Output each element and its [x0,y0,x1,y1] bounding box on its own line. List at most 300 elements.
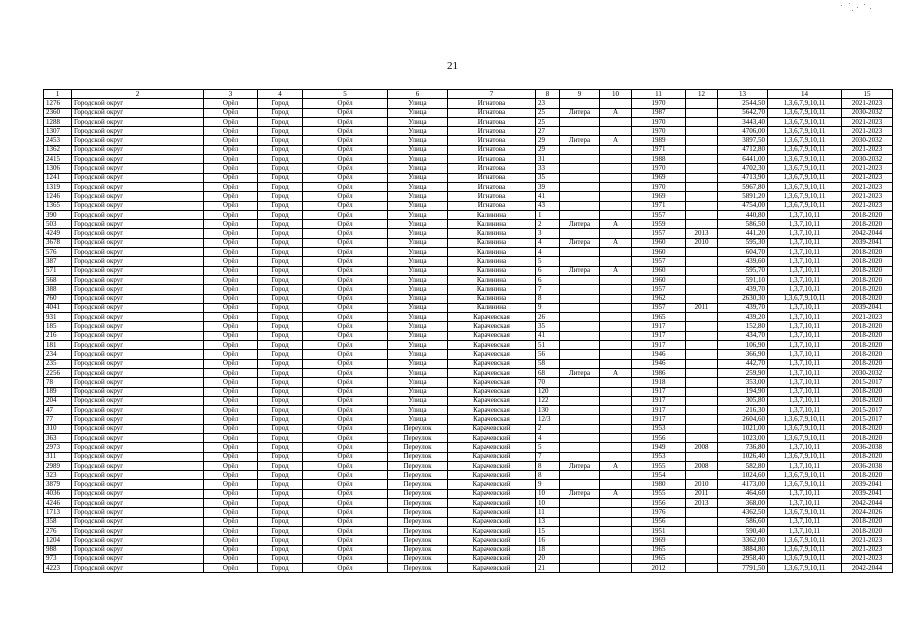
table-cell: 1021,00 [718,424,768,433]
table-cell: Город [258,368,303,377]
table-cell: Орёл [204,517,258,526]
table-cell: 368,00 [718,499,768,508]
table-cell: Городской округ [72,275,204,284]
table-cell: 1307 [44,127,72,136]
table-cell: 1,3,7,10,11 [768,341,842,350]
table-cell: 442,70 [718,359,768,368]
table-cell: 31 [536,155,560,164]
table-cell: Улица [388,117,448,126]
table-cell: 1,3,6,7,9,10,11 [768,545,842,554]
table-cell: Орёл [204,424,258,433]
table-cell: А [600,461,632,470]
table-cell: 8 [536,294,560,303]
table-cell: 4036 [44,489,72,498]
table-cell: 1957 [632,285,686,294]
table-cell: Городской округ [72,127,204,136]
table-cell: Калинина [448,266,536,275]
table-cell: Карачевский [448,443,536,452]
table-row [44,99,893,108]
table-cell [686,554,718,563]
table-cell: Переулок [388,433,448,442]
table-cell: Орёл [204,201,258,210]
table-cell: 259,90 [718,368,768,377]
table-cell: 1969 [632,192,686,201]
table-row [44,499,893,508]
table-cell: Улица [388,99,448,108]
column-number-8: 8 [536,90,560,99]
table-cell: Орёл [303,554,388,563]
table-cell: Городской округ [72,294,204,303]
table-cell: Орёл [303,322,388,331]
table-cell: Орёл [303,452,388,461]
table-cell: 2036-2038 [842,461,893,470]
table-cell [686,350,718,359]
table-row [44,396,893,405]
table-cell [686,210,718,219]
table-cell: Карачевская [448,378,536,387]
table-cell: Переулок [388,424,448,433]
table-cell: 1,3,7,10,11 [768,266,842,275]
table-cell [686,424,718,433]
table-cell: 1970 [632,99,686,108]
table-cell: Игнатова [448,99,536,108]
table-cell [686,415,718,424]
table-cell [600,257,632,266]
table-cell [560,480,600,489]
table-cell: Игнатова [448,136,536,145]
table-cell: Калинина [448,210,536,219]
table-cell: 4223 [44,564,72,573]
table-cell: 204 [44,396,72,405]
table-cell: Городской округ [72,220,204,229]
table-cell: Карачевский [448,499,536,508]
table-cell: Карачевский [448,536,536,545]
column-number-9: 9 [560,90,600,99]
page-number: 21 [447,60,458,72]
table-cell [600,480,632,489]
table-cell: Городской округ [72,415,204,424]
table-cell: Город [258,554,303,563]
table-cell: 2039-2041 [842,238,893,247]
table-row [44,155,893,164]
table-cell: Улица [388,182,448,191]
table-cell [686,173,718,182]
table-cell [686,182,718,191]
table-cell: 2021-2023 [842,536,893,545]
table-cell: 1,3,7,10,11 [768,285,842,294]
table-cell: Город [258,136,303,145]
table-cell: Орёл [204,554,258,563]
table-cell: Орёл [303,461,388,470]
table-cell: 1953 [632,424,686,433]
table-cell: 464,60 [718,489,768,498]
table-cell: 568 [44,275,72,284]
table-cell: 2018-2020 [842,396,893,405]
table-cell: Городской округ [72,508,204,517]
table-cell: 181 [44,341,72,350]
table-cell: 1971 [632,201,686,210]
table-cell [560,406,600,415]
table-cell: 586,50 [718,220,768,229]
table-cell: 2008 [686,461,718,470]
table-cell: Улица [388,248,448,257]
table-cell [686,508,718,517]
table-cell: Игнатова [448,182,536,191]
table-cell: 2030-2032 [842,136,893,145]
table-cell: 234 [44,350,72,359]
table-cell: Орёл [204,508,258,517]
table-cell: 595,30 [718,238,768,247]
table-cell: Город [258,480,303,489]
table-cell: 4041 [44,303,72,312]
table-cell: 2018-2020 [842,359,893,368]
table-cell: 440,80 [718,210,768,219]
table-cell: Калинина [448,220,536,229]
table-cell [686,117,718,126]
table-cell: Улица [388,210,448,219]
table-cell: 1,3,7,10,11 [768,350,842,359]
table-cell: Орёл [303,499,388,508]
table-cell [600,275,632,284]
table-cell: Переулок [388,517,448,526]
table-cell [600,443,632,452]
table-cell: 363 [44,433,72,442]
table-cell: Город [258,220,303,229]
table-cell: 2018-2020 [842,341,893,350]
table-cell [600,536,632,545]
table-cell: 1,3,7,10,11 [768,248,842,257]
table-cell: Город [258,461,303,470]
table-cell: 2024-2026 [842,508,893,517]
table-cell: 4249 [44,229,72,238]
table-cell: Игнатова [448,145,536,154]
table-cell: 1965 [632,545,686,554]
column-number-15: 15 [842,90,893,99]
table-cell [560,443,600,452]
table-cell: 2018-2020 [842,322,893,331]
table-cell [600,322,632,331]
table-cell: Орёл [204,275,258,284]
table-cell [560,331,600,340]
table-cell: Орёл [303,387,388,396]
table-cell [686,192,718,201]
table-cell: 1023,00 [718,433,768,442]
table-cell: 591,10 [718,275,768,284]
column-number-12: 12 [686,90,718,99]
table-cell: Город [258,155,303,164]
table-cell [686,266,718,275]
table-row [44,387,893,396]
table-cell: Городской округ [72,387,204,396]
table-cell: 1204 [44,536,72,545]
table-cell: Калинина [448,294,536,303]
table-cell: 2010 [686,238,718,247]
table-cell: 106,90 [718,341,768,350]
table-cell [600,117,632,126]
column-number-6: 6 [388,90,448,99]
table-cell: Литера [560,461,600,470]
table-cell: 3 [536,229,560,238]
table-cell: Городской округ [72,117,204,126]
table-cell: Город [258,182,303,191]
table-cell: Орёл [204,220,258,229]
table-cell: Улица [388,303,448,312]
table-cell: 2 [536,424,560,433]
table-cell: 1,3,6,7,9,10,11 [768,433,842,442]
table-cell: Орёл [204,396,258,405]
table-cell [560,322,600,331]
table-cell: 1960 [632,248,686,257]
table-cell: 1959 [632,220,686,229]
table-cell [560,285,600,294]
table-cell: Орёл [303,192,388,201]
table-cell: 4702,30 [718,164,768,173]
table-cell: 5891,20 [718,192,768,201]
table-cell [560,201,600,210]
table-cell: Орёл [303,350,388,359]
table-row [44,173,893,182]
table-cell: Орёл [204,173,258,182]
table-cell: Город [258,313,303,322]
table-cell: Орёл [303,424,388,433]
table-cell: 595,70 [718,266,768,275]
table-cell: 1917 [632,322,686,331]
scan-artifact [837,2,877,14]
column-number-10: 10 [600,90,632,99]
table-cell: 2 [536,220,560,229]
table-cell: 2021-2023 [842,117,893,126]
table-cell: 6 [536,275,560,284]
table-cell: 1917 [632,396,686,405]
table-cell: 4712,80 [718,145,768,154]
table-cell: 5642,70 [718,108,768,117]
table-row [44,266,893,275]
table-cell: 7791,50 [718,564,768,573]
table-cell: 434,70 [718,331,768,340]
table-cell: 1,3,7,10,11 [768,359,842,368]
table-cell: 1,3,6,7,9,10,11 [768,452,842,461]
table-cell: 1918 [632,378,686,387]
table-cell: 2042-2044 [842,564,893,573]
table-cell: Городской округ [72,545,204,554]
table-cell: Орёл [303,517,388,526]
table-cell: Город [258,526,303,535]
table-cell: Орёл [303,396,388,405]
table-cell: 2604,60 [718,415,768,424]
table-cell: Орёл [204,341,258,350]
table-cell: 2018-2020 [842,266,893,275]
table-row [44,201,893,210]
table-cell: Улица [388,313,448,322]
table-cell: 2021-2023 [842,545,893,554]
table-cell [600,378,632,387]
table-cell: Орёл [204,406,258,415]
table-cell: 2630,30 [718,294,768,303]
table-cell: 3362,00 [718,536,768,545]
table-cell: 439,20 [718,313,768,322]
table-cell: 1362 [44,145,72,154]
table-cell: Город [258,192,303,201]
table-cell: Карачевская [448,415,536,424]
table-cell: 1,3,7,10,11 [768,396,842,405]
table-row [44,220,893,229]
table-cell: Улица [388,238,448,247]
table-cell [600,406,632,415]
table-row [44,471,893,480]
table-cell: Городской округ [72,257,204,266]
table-cell: 1917 [632,387,686,396]
table-row [44,145,893,154]
table-cell: 6441,00 [718,155,768,164]
table-cell: Игнатова [448,173,536,182]
table-cell [686,313,718,322]
table-cell: 1956 [632,499,686,508]
table-cell [686,406,718,415]
table-cell: Орёл [303,433,388,442]
table-row [44,517,893,526]
table-cell [686,517,718,526]
table-cell: Городской округ [72,350,204,359]
table-cell: 2018-2020 [842,517,893,526]
table-cell: 1917 [632,341,686,350]
table-cell: 29 [536,145,560,154]
table-cell [600,350,632,359]
table-cell: Городской округ [72,406,204,415]
table-cell: 1,3,7,10,11 [768,229,842,238]
table-cell [560,210,600,219]
table-cell: 1,3,6,7,9,10,11 [768,108,842,117]
table-cell: 2544,50 [718,99,768,108]
table-cell [560,192,600,201]
table-cell: Переулок [388,443,448,452]
table-cell: 571 [44,266,72,275]
table-cell: Орёл [204,480,258,489]
table-cell: Орёл [303,415,388,424]
table-cell [560,257,600,266]
table-cell: Улица [388,406,448,415]
table-cell: 1917 [632,415,686,424]
table-cell: 1,3,7,10,11 [768,275,842,284]
table-cell: 1713 [44,508,72,517]
table-cell: Орёл [303,508,388,517]
table-cell: 1 [536,210,560,219]
table-cell: Городской округ [72,285,204,294]
table-cell: 26 [536,313,560,322]
table-cell: Карачевский [448,508,536,517]
table-cell [600,248,632,257]
table-cell: Город [258,517,303,526]
table-cell: 152,80 [718,322,768,331]
table-cell [560,517,600,526]
table-cell [600,201,632,210]
table-cell [560,127,600,136]
table-cell: Орёл [204,489,258,498]
table-cell: Город [258,564,303,573]
table-cell: Литера [560,136,600,145]
table-cell: Орёл [303,331,388,340]
table-cell: 1,3,6,7,9,10,11 [768,424,842,433]
table-cell: 4706,00 [718,127,768,136]
table-cell [560,536,600,545]
table-row [44,275,893,284]
table-cell: Калинина [448,257,536,266]
table-cell: 2011 [686,489,718,498]
table-cell: Городской округ [72,341,204,350]
table-cell: Игнатова [448,164,536,173]
table-cell [560,378,600,387]
table-cell: Улица [388,201,448,210]
table-cell: 16 [536,536,560,545]
table-cell: 29 [536,136,560,145]
table-cell: 439,70 [718,285,768,294]
table-cell: 1956 [632,433,686,442]
table-cell: Городской округ [72,461,204,470]
table-cell: 2021-2023 [842,313,893,322]
table-cell: Орёл [204,117,258,126]
table-cell: 1989 [632,136,686,145]
table-cell: Карачевский [448,554,536,563]
table-cell: Орёл [303,145,388,154]
table-cell: 18 [536,545,560,554]
table-cell [560,275,600,284]
table-cell: 1,3,6,7,9,10,11 [768,415,842,424]
table-cell: 2018-2020 [842,210,893,219]
table-cell: 1957 [632,210,686,219]
table-cell: 2453 [44,136,72,145]
table-cell: Улица [388,285,448,294]
table-cell: 1957 [632,257,686,266]
table-cell [686,201,718,210]
table-cell: Карачевская [448,331,536,340]
table-cell: 12/3 [536,415,560,424]
table-cell [560,182,600,191]
table-cell: Улица [388,378,448,387]
table-cell [560,248,600,257]
table-cell: Орёл [204,564,258,573]
table-cell: 439,60 [718,257,768,266]
table-cell: Улица [388,415,448,424]
table-cell: Карачевская [448,387,536,396]
table-cell: 1,3,6,7,9,10,11 [768,192,842,201]
table-cell: Город [258,303,303,312]
table-cell: 439,70 [718,303,768,312]
table-cell: Орёл [303,526,388,535]
table-cell: Город [258,415,303,424]
table-cell: 2011 [686,303,718,312]
table-cell: Город [258,471,303,480]
table-cell: Городской округ [72,554,204,563]
table-cell: Орёл [204,331,258,340]
table-cell: Орёл [204,257,258,266]
table-cell: 358 [44,517,72,526]
table-cell: 1960 [632,275,686,284]
table-cell [600,99,632,108]
table-cell: Улица [388,350,448,359]
table-cell: Орёл [204,461,258,470]
table-cell: Город [258,350,303,359]
table-cell: Игнатова [448,117,536,126]
table-cell: Литера [560,108,600,117]
table-cell: Город [258,99,303,108]
table-cell: 1,3,7,10,11 [768,387,842,396]
table-cell: 2010 [686,480,718,489]
table-row [44,257,893,266]
table-cell: Игнатова [448,127,536,136]
table-cell: 1969 [632,173,686,182]
table-cell [600,387,632,396]
table-cell: Город [258,248,303,257]
table-cell: Орёл [204,155,258,164]
